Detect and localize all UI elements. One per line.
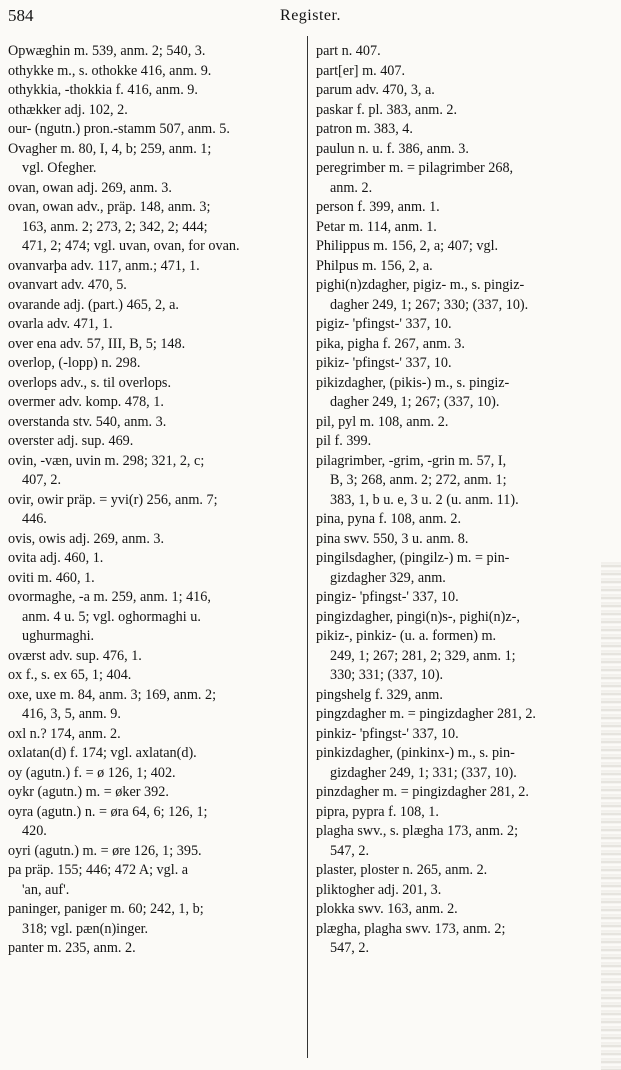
index-line: overlops adv., s. til overlops. <box>8 374 172 391</box>
index-line: pil f. 399. <box>316 433 372 449</box>
index-line: 163, anm. 2; 273, 2; 342, 2; 444; <box>22 218 208 235</box>
index-line: othykke m., s. othokke 416, anm. 9. <box>8 62 212 79</box>
index-line: ox f., s. ex 65, 1; 404. <box>8 667 132 683</box>
index-line: 416, 3, 5, anm. 9. <box>22 706 121 722</box>
index-line: pingiz- 'pfingst-' 337, 10. <box>316 589 459 605</box>
index-line: pa präp. 155; 446; 472 A; vgl. a <box>8 862 189 878</box>
index-line: ovir, owir präp. = yvi(r) 256, anm. 7; <box>8 491 218 508</box>
index-line: ovormaghe, -a m. 259, anm. 1; 416, <box>8 589 211 605</box>
index-line: pliktogher adj. 201, 3. <box>316 881 442 898</box>
index-line: othykkia, -thokkia f. 416, anm. 9. <box>8 82 198 98</box>
index-line: 318; vgl. pæn(n)inger. <box>22 920 149 937</box>
index-line: gizdagher 329, anm. <box>330 569 446 586</box>
index-line: over ena adv. 57, III, B, 5; 148. <box>8 335 186 352</box>
index-line: pinkizdagher, (pinkinx-) m., s. pin- <box>316 745 515 761</box>
index-line: othækker adj. 102, 2. <box>8 101 128 118</box>
index-line: pina swv. 550, 3 u. anm. 8. <box>316 530 469 547</box>
index-line: gizdagher 249, 1; 331; (337, 10). <box>330 764 517 781</box>
index-line: part[er] m. 407. <box>316 62 406 79</box>
index-line: paulun n. u. f. 386, anm. 3. <box>316 140 469 157</box>
index-line: 547, 2. <box>330 842 370 859</box>
index-line: 330; 331; (337, 10). <box>330 667 444 683</box>
index-line: pighi(n)zdagher, pigiz- m., s. pingiz- <box>316 277 525 293</box>
index-line: oxl n.? 174, anm. 2. <box>8 725 121 742</box>
index-line: 249, 1; 267; 281, 2; 329, anm. 1; <box>330 647 516 664</box>
index-line: oxlatan(d) f. 174; vgl. axlatan(d). <box>8 745 197 761</box>
index-line: plokka swv. 163, anm. 2. <box>316 901 458 917</box>
index-line: Opwæghin m. 539, anm. 2; 540, 3. <box>8 43 206 59</box>
index-line: Philippus m. 156, 2, a; 407; vgl. <box>316 238 499 254</box>
index-line: plaster, ploster n. 265, anm. 2. <box>316 862 488 878</box>
index-line: part n. 407. <box>316 43 381 59</box>
index-line: 547, 2. <box>330 940 370 956</box>
index-line: Petar m. 114, anm. 1. <box>316 218 437 235</box>
index-line: oykr (agutn.) m. = øker 392. <box>8 784 169 800</box>
index-line: pingizdagher, pingi(n)s-, pighi(n)z-, <box>316 608 520 625</box>
index-line: oxe, uxe m. 84, anm. 3; 169, anm. 2; <box>8 686 217 703</box>
index-line: parum adv. 470, 3, a. <box>316 82 435 98</box>
index-line: ovan, owan adj. 269, anm. 3. <box>8 179 172 196</box>
index-line: pilagrimber, -grim, -grin m. 57, I, <box>316 452 507 469</box>
index-line: ovanvarþa adv. 117, anm.; 471, 1. <box>8 257 200 274</box>
right-column <box>316 42 606 959</box>
index-line: oværst adv. sup. 476, 1. <box>8 647 142 664</box>
index-line: ovin, -væn, uvin m. 298; 321, 2, c; <box>8 452 205 469</box>
index-line: vgl. Ofegher. <box>22 160 97 176</box>
index-line: ughurmaghi. <box>22 628 95 644</box>
index-line: pigiz- 'pfingst-' 337, 10. <box>316 316 452 332</box>
index-line: B, 3; 268, anm. 2; 272, anm. 1; <box>330 472 507 488</box>
index-line: oy (agutn.) f. = ø 126, 1; 402. <box>8 764 176 781</box>
index-line: anm. 4 u. 5; vgl. oghormaghi u. <box>22 608 201 625</box>
scan-edge-shadow <box>601 560 621 1070</box>
index-line: 383, 1, b u. e, 3 u. 2 (u. anm. 11). <box>330 491 519 508</box>
index-line: pil, pyl m. 108, anm. 2. <box>316 413 449 430</box>
index-line: 'an, auf'. <box>22 881 70 898</box>
index-line: pika, pigha f. 267, anm. 3. <box>316 335 465 352</box>
index-line: 471, 2; 474; vgl. uvan, ovan, for ovan. <box>22 238 240 254</box>
index-line: pikiz-, pinkiz- (u. a. formen) m. <box>316 628 497 644</box>
index-line: pikiz- 'pfingst-' 337, 10. <box>316 355 452 371</box>
index-line: person f. 399, anm. 1. <box>316 199 440 215</box>
index-line: ovarande adj. (part.) 465, 2, a. <box>8 296 179 313</box>
index-line: pingshelg f. 329, anm. <box>316 686 443 703</box>
index-line: paskar f. pl. 383, anm. 2. <box>316 101 458 118</box>
index-line: pingilsdagher, (pingilz-) m. = pin- <box>316 550 510 566</box>
index-line: dagher 249, 1; 267; (337, 10). <box>330 394 500 410</box>
index-line: Philpus m. 156, 2, a. <box>316 257 433 274</box>
index-line: peregrimber m. = pilagrimber 268, <box>316 160 514 176</box>
index-line: pinkiz- 'pfingst-' 337, 10. <box>316 725 459 742</box>
page-header <box>0 0 621 34</box>
index-line: ovita adj. 460, 1. <box>8 550 104 566</box>
index-line: pinzdagher m. = pingizdagher 281, 2. <box>316 784 529 800</box>
column-divider <box>307 36 308 1058</box>
index-line: ovan, owan adv., präp. 148, anm. 3; <box>8 199 211 215</box>
index-line: Ovagher m. 80, I, 4, b; 259, anm. 1; <box>8 140 212 157</box>
index-line: overster adj. sup. 469. <box>8 433 134 449</box>
index-line: ovanvart adv. 470, 5. <box>8 277 127 293</box>
index-line: paninger, paniger m. 60; 242, 1, b; <box>8 901 204 917</box>
index-line: overlop, (-lopp) n. 298. <box>8 355 141 371</box>
index-line: ovis, owis adj. 269, anm. 3. <box>8 530 165 547</box>
index-line: overstanda stv. 540, anm. 3. <box>8 413 167 430</box>
index-line: 407, 2. <box>22 472 62 488</box>
index-line: pipra, pypra f. 108, 1. <box>316 803 439 820</box>
index-line: oyri (agutn.) m. = øre 126, 1; 395. <box>8 842 202 859</box>
index-line: pikizdagher, (pikis-) m., s. pingiz- <box>316 374 510 391</box>
index-line: oviti m. 460, 1. <box>8 569 95 586</box>
index-line: panter m. 235, anm. 2. <box>8 940 136 956</box>
index-line: oyra (agutn.) n. = øra 64, 6; 126, 1; <box>8 803 208 820</box>
running-title: Register. <box>280 7 341 24</box>
index-line: plægha, plagha swv. 173, anm. 2; <box>316 920 506 937</box>
index-line: patron m. 383, 4. <box>316 121 413 137</box>
index-line: 446. <box>22 511 47 527</box>
left-column <box>8 42 302 959</box>
index-line: pingzdagher m. = pingizdagher 281, 2. <box>316 706 536 722</box>
index-line: our- (ngutn.) pron.-stamm 507, anm. 5. <box>8 121 230 137</box>
index-line: plagha swv., s. plægha 173, anm. 2; <box>316 823 519 839</box>
page-number: 584 <box>8 6 34 25</box>
index-line: overmer adv. komp. 478, 1. <box>8 394 164 410</box>
index-line: anm. 2. <box>330 179 373 196</box>
index-line: dagher 249, 1; 267; 330; (337, 10). <box>330 296 529 313</box>
index-line: ovarla adv. 471, 1. <box>8 316 113 332</box>
index-line: pina, pyna f. 108, anm. 2. <box>316 511 461 527</box>
index-line: 420. <box>22 823 47 839</box>
